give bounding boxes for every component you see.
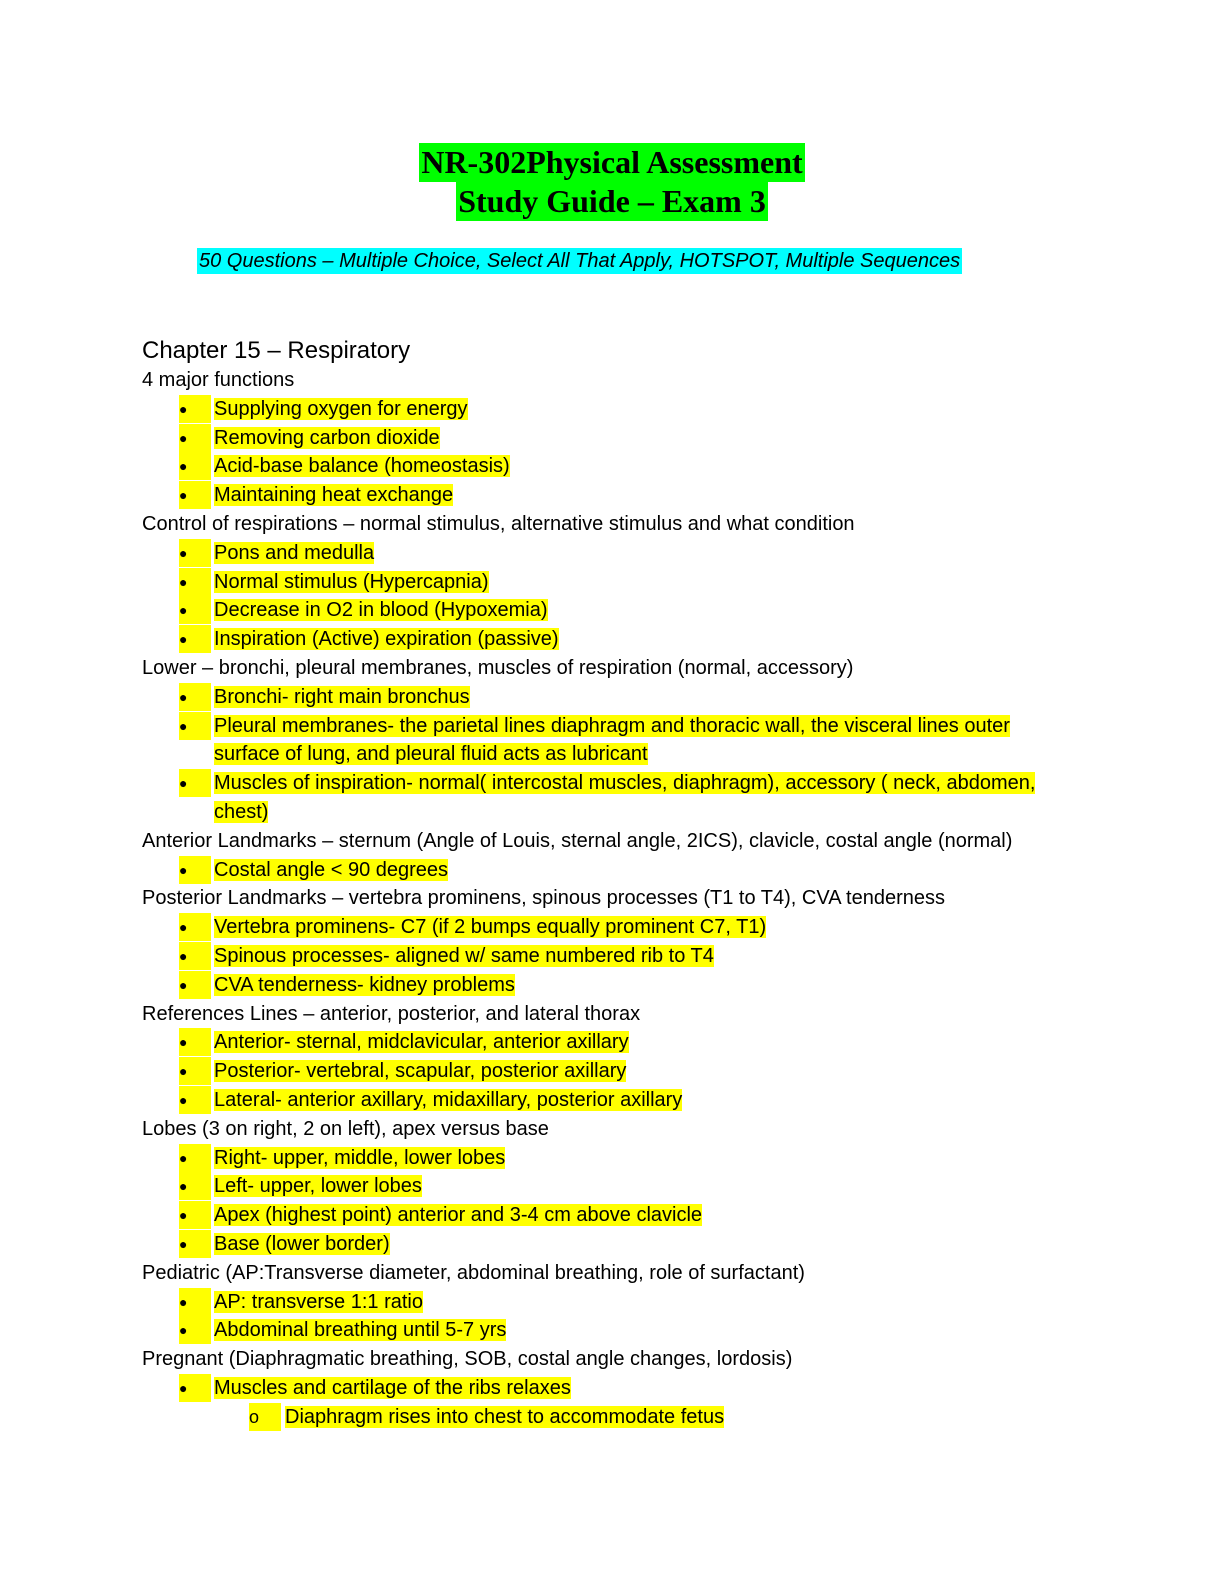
list-item-text: Posterior- vertebral, scapular, posterior axillary [214, 1060, 627, 1083]
list-item [142, 424, 1072, 453]
bullet-icon: ● [179, 1288, 211, 1316]
bullet-list [142, 539, 1072, 654]
list-item [142, 856, 1072, 885]
list-item-text: Lateral- anterior axillary, midaxillary, posterior axillary [214, 1088, 683, 1111]
list-item [142, 1144, 1072, 1173]
title-block [0, 143, 1224, 221]
bullet-icon: ● [179, 568, 211, 596]
list-item-text: Decrease in O2 in blood (Hypoxemia) [214, 599, 548, 622]
bullet-icon: ● [179, 856, 211, 884]
section-heading: Posterior Landmarks – vertebra prominens, spinous processes (T1 to T4), CVA tenderness [142, 887, 945, 910]
list-item [142, 683, 1072, 712]
list-item-text: AP: transverse 1:1 ratio [214, 1290, 423, 1313]
list-item [142, 539, 1072, 568]
list-item-text: Inspiration (Active) expiration (passive) [214, 628, 559, 651]
bullet-icon: ● [179, 1172, 211, 1200]
list-item [142, 1086, 1072, 1115]
bullet-icon: ● [179, 1144, 211, 1172]
bullet-icon: ● [179, 1028, 211, 1056]
list-item [142, 942, 1072, 971]
list-item-text: Abdominal breathing until 5-7 yrs [214, 1319, 507, 1342]
section-heading: Pregnant (Diaphragmatic breathing, SOB, costal angle changes, lordosis) [142, 1348, 793, 1371]
bullet-list [142, 856, 1072, 885]
section-list [142, 366, 1072, 1431]
list-item [142, 452, 1072, 481]
list-item-text: Apex (highest point) anterior and 3-4 cm above clavicle [214, 1204, 703, 1227]
list-item-text: Muscles and cartilage of the ribs relaxes [214, 1376, 571, 1399]
section-heading: Lobes (3 on right, 2 on left), apex versus base [142, 1117, 549, 1140]
list-item [142, 1288, 1072, 1317]
section-heading: Pediatric (AP:Transverse diameter, abdominal breathing, role of surfactant) [142, 1261, 805, 1284]
list-item [142, 395, 1072, 424]
bullet-icon: ● [179, 481, 211, 509]
bullet-icon: ● [179, 1086, 211, 1114]
chapter-content [142, 336, 1072, 1431]
list-item-text: Left- upper, lower lobes [214, 1175, 422, 1198]
bullet-icon: ● [179, 971, 211, 999]
bullet-icon: ● [179, 1201, 211, 1229]
list-item-text: Pleural membranes- the parietal lines diaphragm and thoracic wall, the visceral lines outer surface of lung, and pleural fluid acts as lubricant [214, 714, 1010, 766]
bullet-list [142, 1288, 1072, 1346]
bullet-list [142, 1374, 1072, 1403]
chapter-heading: Chapter 15 – Respiratory [142, 337, 411, 364]
bullet-list [142, 1028, 1072, 1114]
list-item [142, 1057, 1072, 1086]
bullet-icon: ● [179, 1316, 211, 1344]
list-item-text: Maintaining heat exchange [214, 484, 454, 507]
section-heading: Control of respirations – normal stimulus, alternative stimulus and what condition [142, 512, 855, 535]
list-item-text: Removing carbon dioxide [214, 426, 440, 449]
list-item-text: Normal stimulus (Hypercapnia) [214, 570, 489, 593]
list-item-text: Supplying oxygen for energy [214, 397, 468, 420]
list-item [142, 1172, 1072, 1201]
bullet-icon: ● [179, 683, 211, 711]
list-item-text: Acid-base balance (homeostasis) [214, 455, 510, 478]
bullet-icon: ● [179, 769, 211, 797]
bullet-icon: ● [179, 395, 211, 423]
list-item-text: Bronchi- right main bronchus [214, 685, 470, 708]
sub-list-item [142, 1403, 1072, 1432]
list-item [142, 769, 1072, 827]
sub-bullet-list [142, 1403, 1072, 1432]
bullet-list [142, 683, 1072, 827]
sub-list-item-text: Diaphragm rises into chest to accommodate fetus [285, 1405, 725, 1428]
bullet-icon: ● [179, 1230, 211, 1258]
bullet-icon: ● [179, 913, 211, 941]
list-item [142, 712, 1072, 770]
title-line-2: Study Guide – Exam 3 [458, 183, 766, 219]
bullet-list [142, 1144, 1072, 1259]
list-item-text: Vertebra prominens- C7 (if 2 bumps equally prominent C7, T1) [214, 916, 767, 939]
bullet-icon: ● [179, 539, 211, 567]
section-heading: Anterior Landmarks – sternum (Angle of Louis, sternal angle, 2ICS), clavicle, costal angle (normal) [142, 829, 1013, 852]
bullet-icon: ● [179, 424, 211, 452]
list-item [142, 1316, 1072, 1345]
sub-bullet-icon: o [249, 1403, 281, 1431]
bullet-icon: ● [179, 452, 211, 480]
list-item [142, 1201, 1072, 1230]
bullet-icon: ● [179, 596, 211, 624]
section-heading: 4 major functions [142, 369, 295, 391]
list-item-text: CVA tenderness- kidney problems [214, 973, 515, 996]
subtitle: 50 Questions – Multiple Choice, Select All That Apply, HOTSPOT, Multiple Sequences [199, 250, 961, 272]
list-item-text: Spinous processes- aligned w/ same numbered rib to T4 [214, 944, 714, 967]
list-item-text: Right- upper, middle, lower lobes [214, 1146, 506, 1169]
list-item [142, 568, 1072, 597]
section-heading: References Lines – anterior, posterior, and lateral thorax [142, 1002, 641, 1025]
bullet-icon: ● [179, 1374, 211, 1402]
list-item [142, 1230, 1072, 1259]
list-item [142, 481, 1072, 510]
list-item [142, 625, 1072, 654]
list-item-text: Costal angle < 90 degrees [214, 858, 449, 881]
list-item-text: Base (lower border) [214, 1232, 390, 1255]
bullet-icon: ● [179, 712, 211, 740]
list-item-text: Muscles of inspiration- normal( intercostal muscles, diaphragm), accessory ( neck, abdomen, chest) [214, 772, 1036, 823]
title-line-1: NR-302Physical Assessment [421, 144, 803, 180]
list-item [142, 1374, 1072, 1403]
bullet-icon: ● [179, 942, 211, 970]
list-item-text: Anterior- sternal, midclavicular, anterior axillary [214, 1031, 629, 1054]
list-item [142, 913, 1072, 942]
list-item [142, 596, 1072, 625]
list-item-text: Pons and medulla [214, 541, 375, 564]
list-item [142, 1028, 1072, 1057]
list-item [142, 971, 1072, 1000]
section-heading: Lower – bronchi, pleural membranes, muscles of respiration (normal, accessory) [142, 656, 854, 679]
bullet-list [142, 913, 1072, 999]
bullet-icon: ● [179, 1057, 211, 1085]
bullet-icon: ● [179, 625, 211, 653]
bullet-list [142, 395, 1072, 510]
